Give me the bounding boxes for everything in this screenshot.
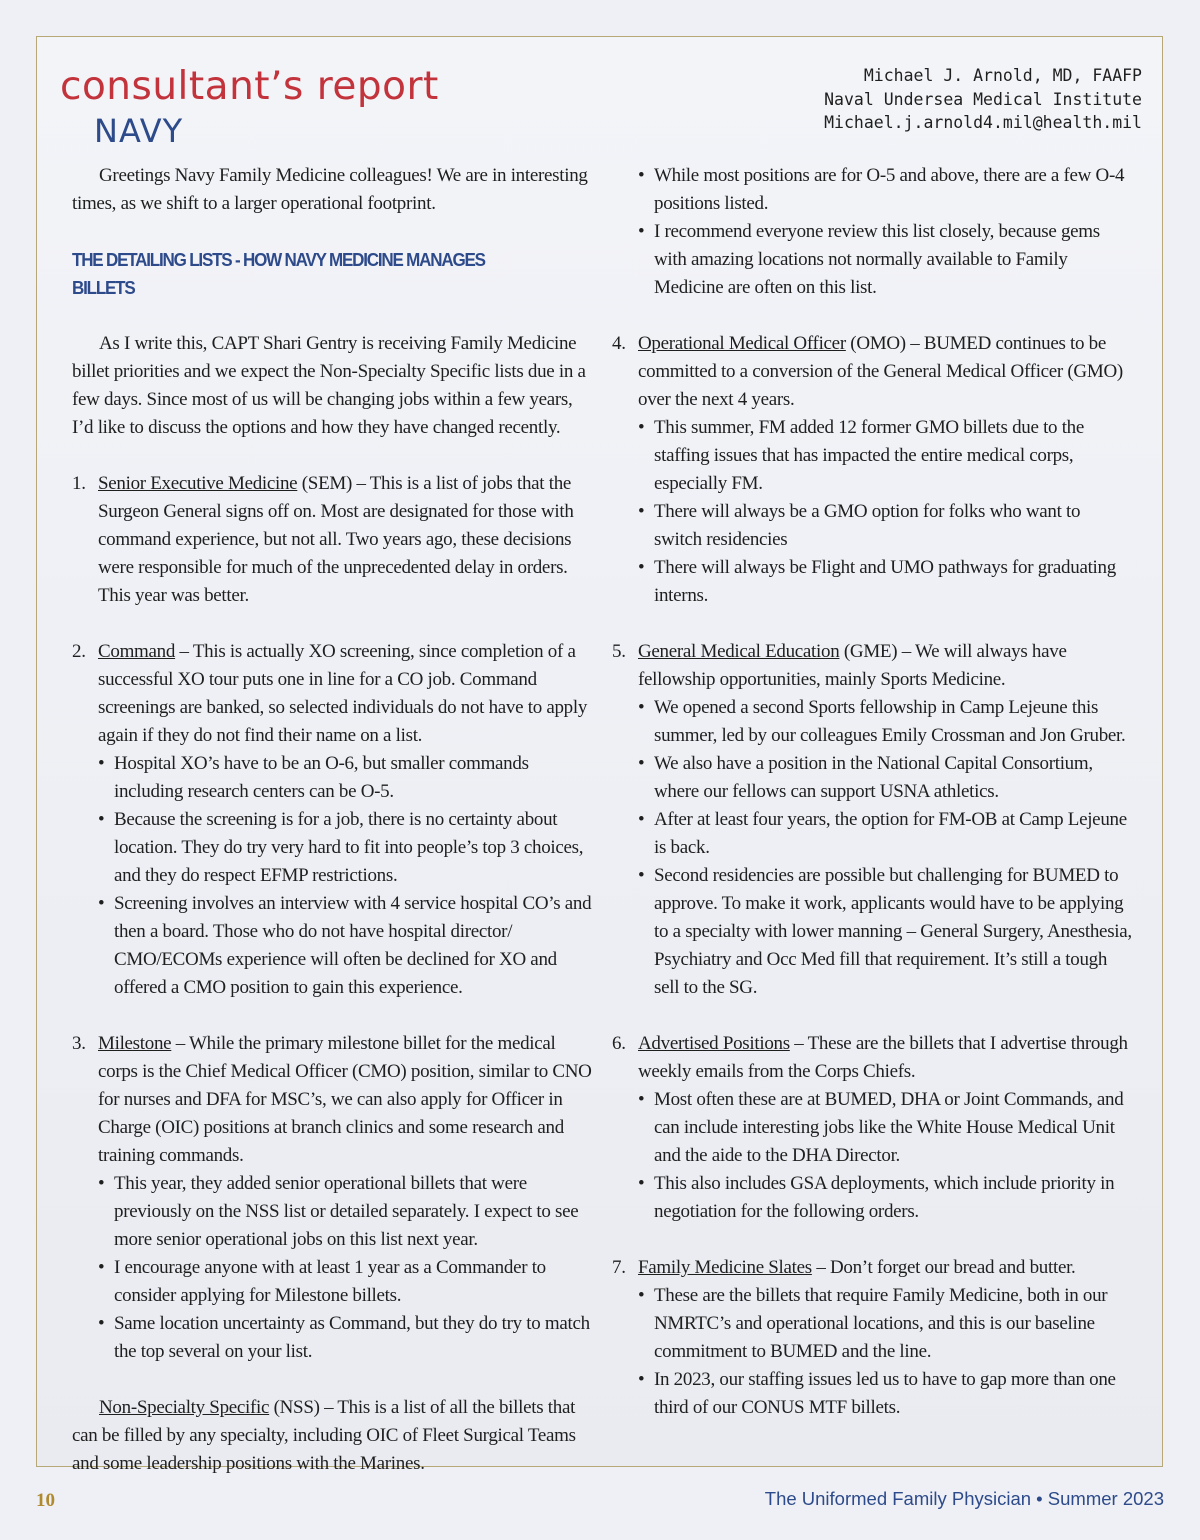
bullet-text: Most often these are at BUMED, DHA or Joint Commands, and can include interesting jobs like the White House Medical Unit and the aide to the DHA Director. [654, 1089, 1124, 1166]
bullet-item [612, 1086, 1132, 1170]
bullet-item [612, 218, 1132, 302]
intro-paragraph: Greetings Navy Family Medicine colleagues! We are in interesting times, as we shift to a larger operational footprint. [72, 165, 588, 214]
bullet-icon: • [98, 1173, 105, 1194]
bullet-text: This summer, FM added 12 former GMO billets due to the staffing issues that has impacted the entire medical corps, especially FM. [654, 417, 1085, 494]
bullet-icon: • [638, 753, 645, 774]
bullet-text: Screening involves an interview with 4 service hospital CO’s and then a board. Those who do not have hospital director/ CMO/ECOMs experience will often be declined for XO and offered a CMO position to gain this experience. [114, 893, 592, 998]
list-item-gme [612, 638, 1132, 694]
item-number: 4. [612, 333, 626, 354]
bullet-text: Same location uncertainty as Command, but they do try to match the top several on your list. [114, 1313, 590, 1362]
bullet-text: There will always be a GMO option for folks who want to switch residencies [654, 501, 1081, 550]
bullet-icon: • [638, 697, 645, 718]
bullet-text: These are the billets that require Family Medicine, both in our NMRTC’s and operational locations, and this is our baseline commitment to BUMED and the line. [654, 1285, 1108, 1362]
author-org: Naval Undersea Medical Institute [824, 89, 1142, 109]
bullet-item [72, 750, 592, 806]
bullet-text: We opened a second Sports fellowship in Camp Lejeune this summer, led by our colleagues Emily Crossman and Jon Gruber. [654, 697, 1126, 746]
item-text: – While the primary milestone billet for the medical corps is the Chief Medical Officer (CMO) position, similar to CNO for nurses and DFA for MSC’s, we can also apply for Officer in Charge (OIC) positions at branch clinics and some research and training commands. [98, 1033, 592, 1166]
item-text: (SEM) – This is a list of jobs that the Surgeon General signs off on. Most are designated for those with command experience, but not all. Two years ago, these decisions were responsible for much of the unprecedented delay in orders. This year was better. [98, 473, 574, 606]
bullet-text: There will always be Flight and UMO pathways for graduating interns. [654, 557, 1116, 606]
bullet-item [72, 890, 592, 1002]
item-label: Non-Specialty Specific [99, 1397, 270, 1418]
bullet-icon: • [638, 1173, 645, 1194]
bullet-text: After at least four years, the option for FM-OB at Camp Lejeune is back. [654, 809, 1127, 858]
item-number: 5. [612, 641, 626, 662]
bullet-icon: • [98, 893, 105, 914]
bullet-text: This year, they added senior operational billets that were previously on the NSS list or detailed separately. I expect to see more senior operational jobs on this list next year. [114, 1173, 579, 1250]
bullet-icon: • [638, 221, 645, 242]
bullet-item [612, 162, 1132, 218]
bullet-text: Hospital XO’s have to be an O-6, but smaller commands including research centers can be O-5. [114, 753, 529, 802]
item-text: – Don’t forget our bread and butter. [811, 1257, 1076, 1278]
bullet-icon: • [638, 1285, 645, 1306]
list-item-command [72, 638, 592, 750]
list-item-sem [72, 470, 592, 610]
item-number: 3. [72, 1033, 86, 1054]
bullet-text: I encourage anyone with at least 1 year as a Commander to consider applying for Milestone billets. [114, 1257, 546, 1306]
list-item-advertised [612, 1030, 1132, 1086]
bullet-item [612, 806, 1132, 862]
list-item-fm-slates [612, 1254, 1132, 1282]
bullet-item [72, 1170, 592, 1254]
item-number: 7. [612, 1257, 626, 1278]
bullet-icon: • [638, 865, 645, 886]
bullet-item [72, 1254, 592, 1310]
bullet-icon: • [638, 1369, 645, 1390]
item-number: 6. [612, 1033, 626, 1054]
bullet-text: While most positions are for O-5 and above, there are a few O-4 positions listed. [654, 165, 1125, 214]
page-number: 10 [36, 1490, 55, 1511]
right-column [612, 162, 1132, 1422]
bullet-item [612, 554, 1132, 610]
author-name: Michael J. Arnold, MD, FAAFP [863, 66, 1142, 85]
bullet-text: Second residencies are possible but challenging for BUMED to approve. To make it work, applicants would have to be applying to a specialty with lower manning – General Surgery, Anesthesia, Psychiatry and Occ Med fill that requirement. It’s still a tough sell to the SG. [654, 865, 1132, 998]
bullet-text: In 2023, our staffing issues led us to have to gap more than one third of our CONUS MTF billets. [654, 1369, 1116, 1418]
bullet-item [612, 1170, 1132, 1226]
bullet-icon: • [98, 753, 105, 774]
left-column [72, 162, 592, 1478]
bullet-icon: • [638, 501, 645, 522]
author-email[interactable]: Michael.j.arnold4.mil@health.mil [824, 113, 1142, 132]
item-label: Senior Executive Medicine [98, 473, 298, 494]
bullet-icon: • [638, 1089, 645, 1110]
item-text: (OMO) – BUMED continues to be committed to a conversion of the General Medical Officer (GMO) over the next 4 years. [638, 333, 1123, 410]
item-label: Family Medicine Slates [638, 1257, 812, 1278]
page-subtitle: NAVY [94, 112, 184, 150]
item-label: General Medical Education [638, 641, 840, 662]
item-label: Operational Medical Officer [638, 333, 846, 354]
bullet-item [612, 862, 1132, 1002]
bullet-icon: • [638, 417, 645, 438]
bullet-text: I recommend everyone review this list closely, because gems with amazing locations not normally available to Family Medicine are often on this list. [654, 221, 1100, 298]
bullet-text: We also have a position in the National Capital Consortium, where our fellows can support USNA athletics. [654, 753, 1093, 802]
item-label: Command [98, 641, 176, 662]
bullet-text: Because the screening is for a job, there is no certainty about location. They do try very hard to fit into people’s top 3 choices, and they do respect EFMP restrictions. [114, 809, 584, 886]
bullet-item [612, 750, 1132, 806]
list-item-omo [612, 330, 1132, 414]
item-number: 1. [72, 473, 86, 494]
nss-paragraph [72, 1394, 592, 1478]
bullet-item [612, 498, 1132, 554]
bullet-icon: • [638, 557, 645, 578]
bullet-icon: • [638, 809, 645, 830]
bullet-item [72, 1310, 592, 1366]
item-number: 2. [72, 641, 86, 662]
item-label: Advertised Positions [638, 1033, 790, 1054]
item-text: – These are the billets that I advertise through weekly emails from the Corps Chiefs. [638, 1033, 1128, 1082]
bullet-item [612, 1282, 1132, 1366]
author-block [824, 64, 1142, 135]
bullet-icon: • [98, 1313, 105, 1334]
publication-line: The Uniformed Family Physician • Summer 2023 [764, 1488, 1164, 1509]
item-text: (NSS) – This is a list of all the billets that can be filled by any specialty, including OIC of Fleet Surgical Teams and some leadership positions with the Marines. [72, 1397, 576, 1474]
bullet-icon: • [638, 165, 645, 186]
item-text: (GME) – We will always have fellowship opportunities, mainly Sports Medicine. [638, 641, 1067, 690]
bullet-item [72, 806, 592, 890]
item-label: Milestone [98, 1033, 172, 1054]
bullet-icon: • [98, 809, 105, 830]
bullet-item [612, 1366, 1132, 1422]
item-text: – This is actually XO screening, since completion of a successful XO tour puts one in line for a CO job. Command screenings are banked, so selected individuals do not have to apply again if they do not find their name on a list. [98, 641, 588, 746]
body-paragraph: As I write this, CAPT Shari Gentry is receiving Family Medicine billet priorities and we expect the Non-Specialty Specific lists due in a few days. Since most of us will be changing jobs within a few years, I’d like to discuss the options and how they have changed recently. [72, 333, 586, 438]
bullet-text: This also includes GSA deployments, which include priority in negotiation for the following orders. [654, 1173, 1115, 1222]
section-heading: THE DETAILING LISTS - HOW NAVY MEDICINE MANAGES BILLETS [72, 249, 485, 298]
bullet-icon: • [98, 1257, 105, 1278]
bullet-item [612, 414, 1132, 498]
page-title: consultant’s report [60, 64, 439, 109]
list-item-milestone [72, 1030, 592, 1170]
bullet-item [612, 694, 1132, 750]
